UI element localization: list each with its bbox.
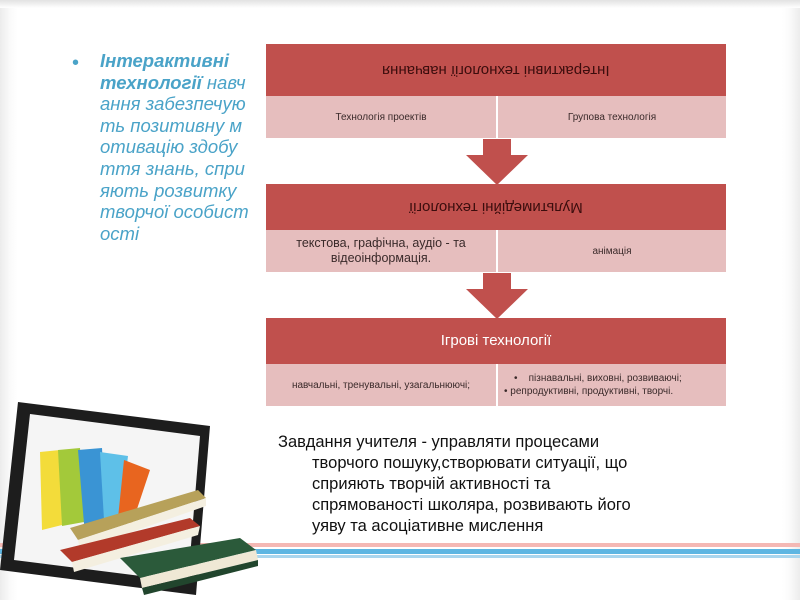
block-3-cell-1 (266, 364, 496, 406)
block-1-cell-2-label: Групова технологія (567, 111, 657, 123)
teacher-task-paragraph (278, 432, 718, 537)
bullet-bold-text: Інтерактивні технології (100, 50, 230, 93)
block-2-title: Мультимедійні технології (409, 199, 583, 216)
task-line-2: творчого пошуку,створювати ситуації, що (312, 454, 628, 472)
block-3-title: Ігрові технології (440, 332, 552, 349)
task-line-4: спрямованості школяра, розвивають його (312, 496, 631, 514)
block-1-cell-1 (266, 96, 496, 138)
block-2-cell-2 (498, 230, 726, 272)
block-1-title-band (266, 44, 726, 96)
block-3-bullet-2: • репродуктивні, продуктивні, творчі. (504, 386, 674, 397)
block-3-cell-1-label: навчальні, тренувальні, узагальнюючі; (291, 379, 471, 391)
slide-top-shadow (0, 0, 800, 8)
block-3-bullet-1: • пізнавальні, виховні, розвиваючі; (514, 373, 682, 384)
block-2-cell-1-label: текстова, графічна, аудіо - та відеоінформація. (296, 236, 466, 265)
block-3-title-band (266, 318, 726, 364)
block-3-cell-2 (498, 364, 726, 406)
task-line-5: уяву та асоціативне мислення (312, 517, 544, 535)
down-arrow-icon (466, 139, 528, 185)
block-2-title-band (266, 184, 726, 230)
down-arrow-icon (466, 273, 528, 319)
bullet-dot-icon: • (72, 52, 80, 74)
block-1-cell-2 (498, 96, 726, 138)
block-1-title: Інтерактивні технології навчання (382, 62, 610, 79)
task-line-3: сприяють творчій активності та (312, 475, 551, 493)
block-1-cell-1-label: Технологія проектів (335, 111, 427, 123)
task-line-1: Завдання учителя - управляти процесами (278, 433, 600, 451)
block-2-cell-2-label: анімація (592, 245, 632, 257)
bullet-paragraph (100, 50, 250, 244)
tablet-with-books-illustration (0, 390, 275, 600)
block-2-cell-1 (266, 230, 496, 272)
bullet-body-text: навчання забезпечують позитивну мотивацію здобуття знань, сприяють розвитку творчої особистості (100, 71, 249, 244)
